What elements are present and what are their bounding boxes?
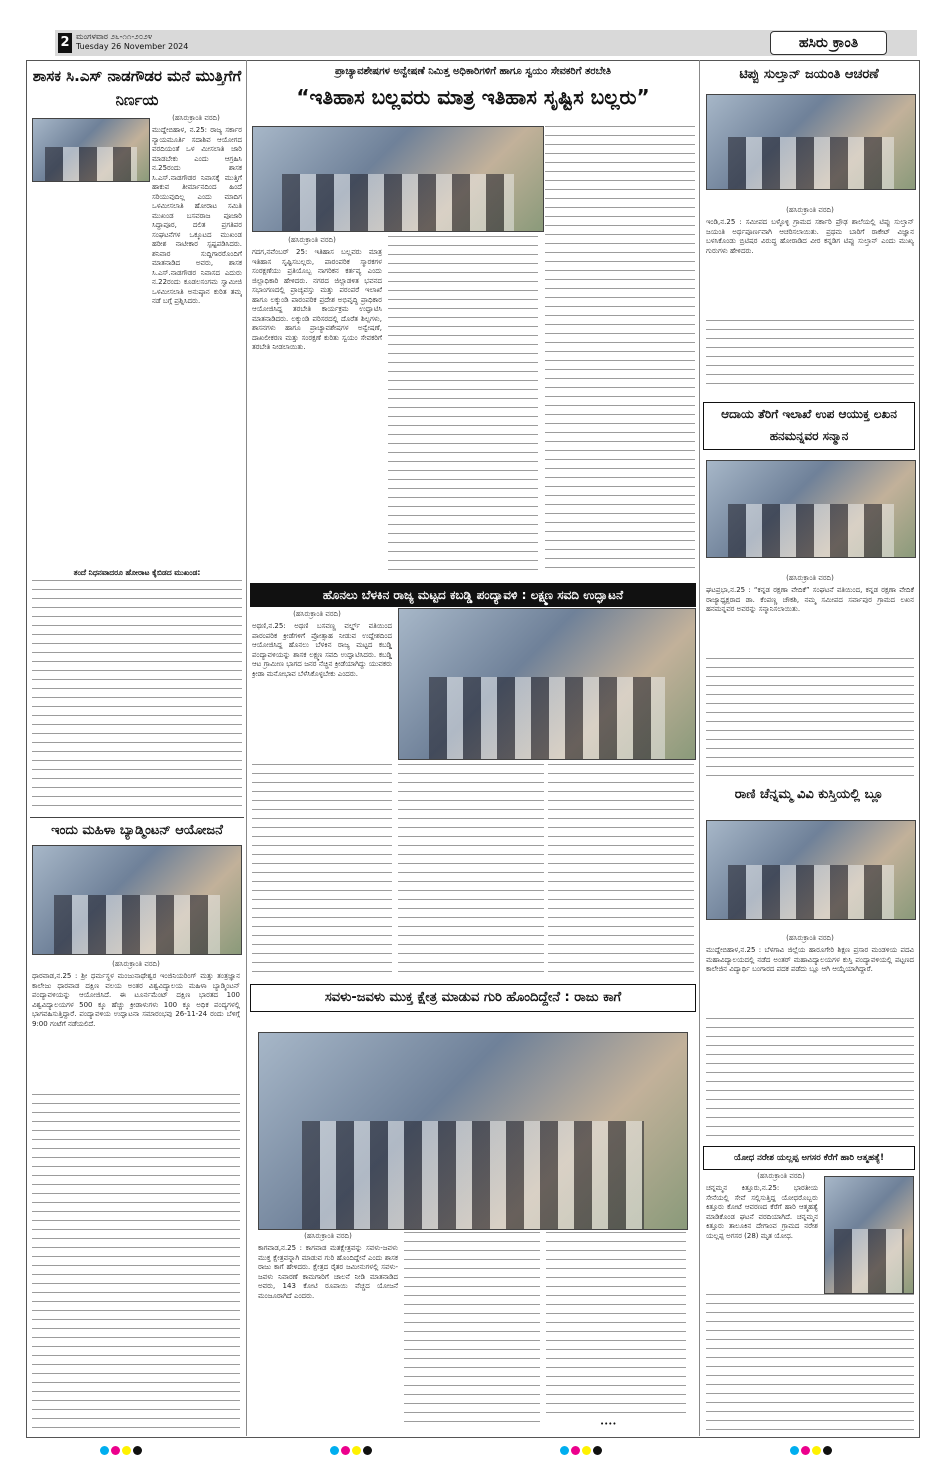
registration-dot xyxy=(330,1446,339,1455)
registration-dot xyxy=(812,1446,821,1455)
tippu-byline: (ಹಸಿರುಕ್ರಾಂತಿ ವರದಿ) xyxy=(786,206,834,214)
registration-marks xyxy=(790,1440,834,1459)
rani-continued-text xyxy=(706,1018,914,1142)
registration-marks xyxy=(100,1440,144,1459)
lakhan-headline: ಆದಾಯ ತೆರಿಗೆ ಇಲಾಖೆ ಉಪ ಆಯುಕ್ತ ಲಖನ ಹನಮನ್ನವರ ಸನ್ಮಾನ xyxy=(703,402,915,450)
kabaddi-column-1 xyxy=(252,764,392,974)
soldier-photo xyxy=(824,1176,914,1294)
lakhan-byline: (ಹಸಿರುಕ್ರಾಂತಿ ವರದಿ) xyxy=(786,574,834,582)
naadagouda-byline: (ಹಸಿರುಕ್ರಾಂತಿ ವರದಿ) xyxy=(172,114,220,122)
soldier-byline: (ಹಸಿರುಕ್ರಾಂತಿ ವರದಿ) xyxy=(757,1172,805,1180)
registration-dot xyxy=(801,1446,810,1455)
kabaddi-photo xyxy=(398,608,696,760)
registration-dot xyxy=(111,1446,120,1455)
tippu-headline: ಟಿಪ್ಪು ಸುಲ್ತಾನ್ ಜಯಂತಿ ಆಚರಣೆ xyxy=(739,67,879,82)
kabaddi-column-3 xyxy=(548,764,694,974)
rani-headline: ರಾಣಿ ಚೆನ್ನಮ್ಮ ವಿವಿ ಕುಸ್ತಿಯಲ್ಲಿ ಬ್ಲೂ xyxy=(734,787,884,802)
kabaddi-byline: (ಹಸಿರುಕ್ರಾಂತಿ ವರದಿ) xyxy=(293,610,341,618)
section-divider xyxy=(30,817,244,818)
tippu-lead: ಇಂಡಿ,ನ.25 : ಸಮೀಪದ ಬಳ್ಳೊಳ್ಳಿ ಗ್ರಾಮದ ಸರ್ಕಾರಿ ಪ್ರೌಢ ಶಾಲೆಯಲ್ಲಿ ಟಿಪ್ಪು ಸುಲ್ತಾನ್ ಜಯಂತಿ ಅರ್ಥಪೂರ್ಣವಾಗಿ ಆಚರಿಸಲಾಯಿತು. ಪ್ರಥಮ ಬಾರಿಗೆ ರಾಕೇಟ್ ವಿಜ್ಞಾನ ಬಳಸಿಕೊಂಡು ಬ್ರಿಟಿಷರ ವಿರುದ್ಧ ಹೋರಾಡಿದ ವೀರ ಕನ್ನಡಿಗ ಟಿಪ್ಪು ಸುಲ್ತಾನ್ ಎಂದು ಮುಖ್ಯ ಗುರುಗಳು ಹೇಳಿದರು. xyxy=(706,218,914,255)
itihasa-photo xyxy=(252,126,544,232)
soldier-lead: ಚನ್ನಮ್ಮನ ಕಿತ್ತೂರು,ನ.25: ಭಾರತೀಯ ಸೇನೆಯಲ್ಲಿ ಸೇವೆ ಸಲ್ಲಿಸುತ್ತಿದ್ದ ಯೋಧರೊಬ್ಬರು ಕಿತ್ತೂರು ಕೋಟೆ ಆವರಣದ ಕೆರೆಗೆ ಹಾರಿ ಆತ್ಮಹತ್ಯೆ ಮಾಡಿಕೊಂಡ ಘಟನೆ ವರದಿಯಾಗಿದೆ. ಚನ್ನಮ್ಮನ ಕಿತ್ತೂರು ತಾಲೂಕಿನ ದೇಗಾಂವ ಗ್ರಾಮದ ನರೇಶ ಯಲ್ಲಪ್ಪ ಅಗಸರ (28) ಮೃತ ಯೋಧ. xyxy=(706,1184,818,1240)
page-number: 2 xyxy=(58,33,72,53)
rani-lead: ಮುದ್ದೇಬಿಹಾಳ,ನ.25 : ಬೆಳಗಾವಿ ಜಿಲ್ಲೆಯ ಹಾರೂಗೇರಿ ಶಿಕ್ಷಣ ಪ್ರಸಾರ ಮಂಡಳಿಯ ಪದವಿ ಮಹಾವಿದ್ಯಾಲಯದಲ್ಲಿ ನಡೆದ ಅಂತರ್ ಮಹಾವಿದ್ಯಾಲಯಗಳ ಕುಸ್ತಿ ಪಂದ್ಯಾವಳಿಯಲ್ಲಿ ಪಟ್ಟಣದ ಕಾಲೇಜಿನ ವಿದ್ಯಾರ್ಥಿ ಬಂಗಾರದ ಪದಕ ಪಡೆದು ಬ್ಲೂ ಆಗಿ ಆಯ್ಕೆಯಾಗಿದ್ದಾರೆ. xyxy=(706,946,914,973)
kabaddi-lead: ಅಥಣಿ,ನ.25: ಅಥಣಿ ಬಸವಣ್ಣ ವರ್ಲ್ಡ್ ವತಿಯಿಂದ ಪಾರಂಪರಿಕ ಕ್ರೀಡೆಗಳಿಗೆ ಪ್ರೋತ್ಸಾಹ ನೀಡುವ ಉದ್ದೇಶದಿಂದ ಆಯೋಜಿಸಿದ್ದ ಹೊನಲು ಬೆಳಕಿನ ರಾಜ್ಯ ಮಟ್ಟದ ಕಬಡ್ಡಿ ಪಂದ್ಯಾವಳಿಯನ್ನು ಶಾಸಕ ಲಕ್ಷ್ಮಣ ಸವದಿ ಉದ್ಘಾಟಿಸಿದರು. ಕಬಡ್ಡಿ ಆಟ ಗ್ರಾಮೀಣ ಭಾಗದ ಜನರ ನೆಚ್ಚಿನ ಕ್ರೀಡೆಯಾಗಿದ್ದು ಯುವಕರು ಕ್ರೀಡಾ ಮನೋಭಾವ ಬೆಳೆಸಿಕೊಳ್ಳಬೇಕು ಎಂದರು. xyxy=(252,622,392,678)
soldier-headline: ಯೋಧ ನರೇಶ ಯಲ್ಲಪ್ಪ ಅಗಸರ ಕೆರೆಗೆ ಹಾರಿ ಆತ್ಮಹತ್ಯೆ! xyxy=(703,1146,915,1170)
lakhan-photo xyxy=(706,460,916,558)
naadagouda-headline: ಶಾಸಕ ಸಿ.ಎಸ್ ನಾಡಗೌಡರ ಮನೆ ಮುತ್ತಿಗೆಗೆ ನಿರ್ಣಯ xyxy=(32,67,242,109)
issue-date-english: Tuesday 26 November 2024 xyxy=(76,42,189,51)
issue-date xyxy=(76,32,188,52)
rani-photo xyxy=(706,820,916,920)
raju-kage-photo xyxy=(258,1032,688,1230)
raju-kage-column-2 xyxy=(404,1232,540,1428)
column-rule xyxy=(246,60,247,1436)
itihasa-column-2 xyxy=(388,236,538,576)
column-rule xyxy=(699,60,700,1436)
registration-dot xyxy=(100,1446,109,1455)
badminton-lead: ಧಾರವಾಡ,ನ.25 : ಶ್ರೀ ಧರ್ಮಸ್ಥಳ ಮಂಜುನಾಥೇಶ್ವರ ಇಂಜಿನಿಯರಿಂಗ್ ಮತ್ತು ತಂತ್ರಜ್ಞಾನ ಕಾಲೇಜು ಧಾರವಾಡ ದಕ್ಷಿಣ ವಲಯ ಅಂತರ ವಿಶ್ವವಿದ್ಯಾಲಯ ಮಹಿಳಾ ಬ್ಯಾಡ್ಮಿಂಟನ್ ಪಂದ್ಯಾವಳಿಯನ್ನು ಆಯೋಜಿಸಿದೆ. ಈ ಟೂರ್ನಮೆಂಟ್ ದಕ್ಷಿಣ ಭಾರತದ 100 ವಿಶ್ವವಿದ್ಯಾಲಯಗಳ 500 ಕ್ಕೂ ಹೆಚ್ಚು ಕ್ರೀಡಾಳುಗಳು 100 ಕ್ಕೂ ಅಧಿಕ ಪಂದ್ಯಗಳಲ್ಲಿ ಭಾಗವಹಿಸುತ್ತಿದ್ದಾರೆ. ಪಂದ್ಯಾವಳಿಯ ಉದ್ಘಾಟನಾ ಸಮಾರಂಭವು 26-11-24 ರಂದು ಬೆಳಿಗ್ಗೆ 9:00 ಗಂಟೆಗೆ ನಡೆಯಲಿದೆ. xyxy=(32,972,240,1028)
badminton-continued-text xyxy=(32,1094,240,1434)
naadagouda-subhead: ತಂದೆ ನಿಧನವಾದರೂ ಹೋರಾಟ ಕೈಬಿಡದ ಮುಖಂಡ: xyxy=(73,568,201,577)
raju-kage-lead: ಕಾಗವಾಡ,ನ.25 : ಕಾಗವಾಡ ಮತಕ್ಷೇತ್ರವನ್ನು ಸವಳು-ಜವಳು ಮುಕ್ತ ಕ್ಷೇತ್ರವನ್ನಾಗಿ ಮಾಡುವ ಗುರಿ ಹೊಂದಿದ್ದೇನೆ ಎಂದು ಶಾಸಕ ರಾಜು ಕಾಗೆ ಹೇಳಿದರು. ಕ್ಷೇತ್ರದ ರೈತರ ಜಮೀನುಗಳಲ್ಲಿ ಸವಳು-ಜವಳು ನಿವಾರಣೆ ಕಾಮಗಾರಿಗೆ ಚಾಲನೆ ನೀಡಿ ಮಾತನಾಡಿದ ಅವರು, 143 ಕೋಟಿ ರೂಪಾಯಿ ವೆಚ್ಚದ ಯೋಜನೆ ಮಂಜೂರಾಗಿದೆ ಎಂದರು. xyxy=(258,1244,398,1300)
itihasa-column-3 xyxy=(545,126,695,576)
badminton-headline: ಇಂದು ಮಹಿಳಾ ಬ್ಯಾಡ್ಮಿಂಟನ್ ಆಯೋಜನೆ xyxy=(51,823,223,838)
registration-dot xyxy=(582,1446,591,1455)
end-mark: •••• xyxy=(600,1420,617,1428)
badminton-photo xyxy=(32,845,242,955)
rani-byline: (ಹಸಿರುಕ್ರಾಂತಿ ವರದಿ) xyxy=(786,934,834,942)
raju-kage-byline: (ಹಸಿರುಕ್ರಾಂತಿ ವರದಿ) xyxy=(304,1232,352,1240)
kabaddi-headline: ಹೊನಲು ಬೆಳಕಿನ ರಾಜ್ಯ ಮಟ್ಟದ ಕಬಡ್ಡಿ ಪಂದ್ಯಾವಳಿ : ಲಕ್ಷ್ಮಣ ಸವದಿ ಉದ್ಘಾಟನೆ xyxy=(250,583,696,607)
issue-date-kannada: ಮಂಗಳವಾರ ೨೬-೧೧-೨೦೨೪ xyxy=(76,32,153,41)
registration-dot xyxy=(560,1446,569,1455)
lakhan-lead: ಘಟಪ್ರಭಾ,ನ.25 : “ಕನ್ನಡ ರಕ್ಷಣಾ ವೇದಿಕೆ” ಸಂಘಟನೆ ವತಿಯಿಂದ, ಕನ್ನಡ ರಕ್ಷಣಾ ವೇದಿಕೆ ರಾಜ್ಯಾಧ್ಯಕ್ಷರಾದ ಡಾ. ಕೆಂಪಣ್ಣ ಚೌಕಶಿ, ನಮ್ಮ ಸಮೀಪದ ಸರ್ವಾಪುರ ಗ್ರಾಮದ ಲಖನ ಹನಮನ್ನವರ ಅವರನ್ನು ಸನ್ಮಾನಿಸಲಾಯಿತು. xyxy=(706,586,914,613)
registration-dot xyxy=(363,1446,372,1455)
registration-dot xyxy=(790,1446,799,1455)
tippu-photo xyxy=(706,94,916,190)
tippu-continued-text xyxy=(706,320,914,386)
registration-dot xyxy=(341,1446,350,1455)
lakhan-continued-text xyxy=(706,658,914,780)
itihasa-lead: ಗದಗ,ನವೆಂಬರ್ 25: ಇತಿಹಾಸ ಬಲ್ಲವರು ಮಾತ್ರ ಇತಿಹಾಸ ಸೃಷ್ಟಿಸಬಲ್ಲರು, ಪಾರಂಪರಿಕ ಸ್ಮಾರಕಗಳ ಸಂರಕ್ಷಣೆಯು ಪ್ರತಿಯೊಬ್ಬ ನಾಗರಿಕನ ಕರ್ತವ್ಯ ಎಂದು ಜಿಲ್ಲಾಧಿಕಾರಿ ಹೇಳಿದರು. ನಗರದ ಜಿಲ್ಲಾಡಳಿತ ಭವನದ ಸಭಾಂಗಣದಲ್ಲಿ ಪ್ರಾಚ್ಯವಸ್ತು ಮತ್ತು ಪರಂಪರೆ ಇಲಾಖೆ ಹಾಗೂ ಲಕ್ಕುಂಡಿ ಪಾರಂಪರಿಕ ಪ್ರದೇಶ ಅಭಿವೃದ್ಧಿ ಪ್ರಾಧಿಕಾರ ಆಯೋಜಿಸಿದ್ದ ತರಬೇತಿ ಕಾರ್ಯಕ್ರಮ ಉದ್ಘಾಟಿಸಿ ಮಾತನಾಡಿದರು. ಲಕ್ಕುಂಡಿ ಪರಿಸರದಲ್ಲಿ ದೊರೆತ ಶಿಲ್ಪಗಳು, ಶಾಸನಗಳು ಹಾಗೂ ಪ್ರಾಚ್ಯಾವಶೇಷಗಳ ಅನ್ವೇಷಣೆ, ದಾಖಲೀಕರಣ ಮತ್ತು ಸಂರಕ್ಷಣೆ ಕುರಿತು ಸ್ವಯಂ ಸೇವಕರಿಗೆ ತರಬೇತಿ ನೀಡಲಾಯಿತು. xyxy=(252,248,382,351)
registration-dot xyxy=(352,1446,361,1455)
itihasa-kicker: ಪ್ರಾಚ್ಯಾವಶೇಷಗಳ ಅನ್ವೇಷಣೆ ನಿಮಿತ್ತ ಅಧಿಕಾರಿಗಳಿಗೆ ಹಾಗೂ ಸ್ವಯಂ ಸೇವಕರಿಗೆ ತರಬೇತಿ xyxy=(335,66,611,77)
itihasa-headline: “ಇತಿಹಾಸ ಬಲ್ಲವರು ಮಾತ್ರ ಇತಿಹಾಸ ಸೃಷ್ಟಿಸ ಬಲ್ಲರು” xyxy=(296,85,650,109)
raju-kage-headline: ಸವಳು-ಜವಳು ಮುಕ್ತ ಕ್ಷೇತ್ರ ಮಾಡುವ ಗುರಿ ಹೊಂದಿದ್ದೇನೆ : ರಾಜು ಕಾಗೆ xyxy=(250,984,696,1012)
paper-name: ಹಸಿರು ಕ್ರಾಂತಿ xyxy=(770,31,887,55)
registration-dot xyxy=(593,1446,602,1455)
registration-marks xyxy=(330,1440,374,1459)
itihasa-byline: (ಹಸಿರುಕ್ರಾಂತಿ ವರದಿ) xyxy=(288,236,336,244)
registration-marks xyxy=(560,1440,604,1459)
raju-kage-column-3 xyxy=(546,1232,686,1418)
naadagouda-continued-text xyxy=(32,580,242,812)
registration-dot xyxy=(571,1446,580,1455)
badminton-byline: (ಹಸಿರುಕ್ರಾಂತಿ ವರದಿ) xyxy=(112,960,160,968)
registration-dot xyxy=(122,1446,131,1455)
kabaddi-column-2 xyxy=(398,764,544,974)
naadagouda-body xyxy=(32,126,242,582)
soldier-continued-text xyxy=(706,1294,914,1430)
registration-dot xyxy=(133,1446,142,1455)
registration-dot xyxy=(823,1446,832,1455)
naadagouda-lead: ಮುದ್ದೇಬಿಹಾಳ, ನ.25: ರಾಜ್ಯ ಸರ್ಕಾರ ನ್ಯಾಯಮೂರ್ತಿ ಸದಾಶಿವ ಆಯೋಗದ ವರದಿಯಂತೆ ಒಳ ಮೀಸಲಾತಿ ಜಾರಿ ಮಾಡಬೇಕು ಎಂದು ಆಗ್ರಹಿಸಿ ನ.25ರಂದು ಶಾಸಕ ಸಿ.ಎಸ್.ನಾಡಗೌಡರ ನಿವಾಸಕ್ಕೆ ಮುತ್ತಿಗೆ ಹಾಕುವ ತೀರ್ಮಾನದಿಂದ ಹಿಂದೆ ಸರಿಯುವುದಿಲ್ಲ ಎಂದು ಮಾದಿಗ ಒಳಮೀಸಲಾತಿ ಹೋರಾಟ ಸಮಿತಿ ಮುಖಂಡ ಬಸವರಾಜ ಪೂಜಾರಿ ಸಿದ್ದಾಪೂರ, ದಲಿತ ಪ್ರಗತಿಪರ ಸಂಘಟನೆಗಳ ಒಕ್ಕೂಟದ ಮುಖಂಡ ಹರೀಶ ನಾಟೀಕಾರ ಸ್ಪಷ್ಟಪಡಿಸಿದರು. ಶನಿವಾರ ಸುದ್ದಿಗಾರರೊಂದಿಗೆ ಮಾತನಾಡಿದ ಅವರು, ಶಾಸಕ ಸಿ.ಎಸ್.ನಾಡಗೌಡರ ನಿವಾಸದ ಎದುರು ನ.22ರಂದು ಕೂಡಲಸಂಗಮ ಸ್ವಾಮೀಜಿ ಒಳಮೀಸಲಾತಿ ಅನುಷ್ಠಾನ ಕುರಿತ ತಮ್ಮ ನಡೆ ಬಗ್ಗೆ ಪ್ರಶ್ನಿಸಿದರು. xyxy=(152,126,242,305)
